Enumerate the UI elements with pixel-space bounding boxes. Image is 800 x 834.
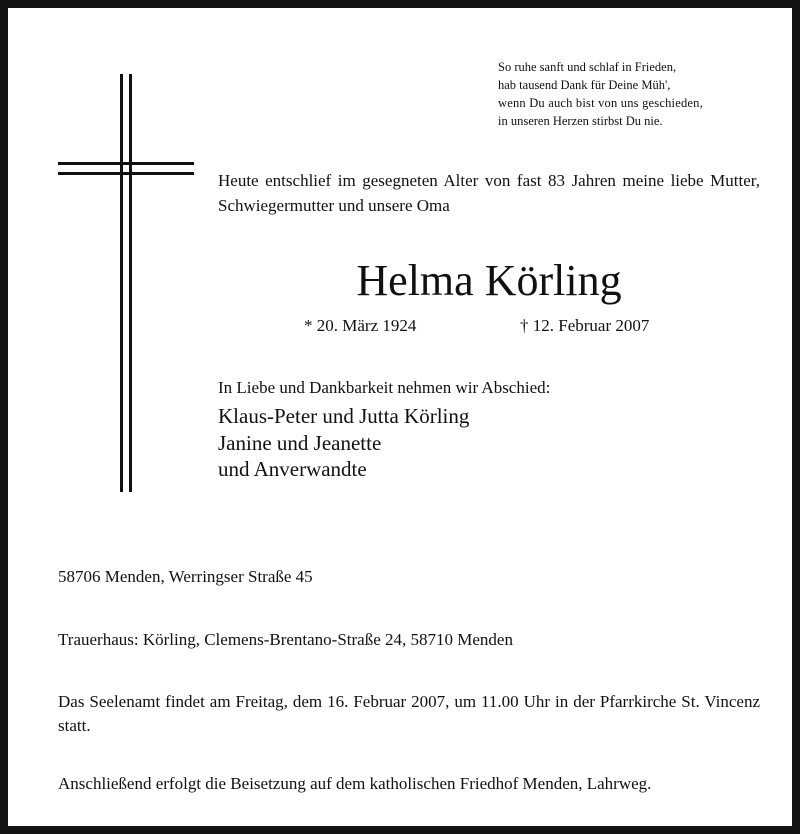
deceased-name: Helma Körling — [356, 256, 622, 305]
mourner-line: Klaus-Peter und Jutta Körling — [218, 404, 470, 428]
cross-icon — [58, 74, 194, 492]
mourner-line: Janine und Jeanette — [218, 430, 382, 455]
birth-date: * 20. März 1924 — [304, 316, 417, 335]
mourner-line: und Anverwandte — [218, 457, 367, 481]
address-line: 58706 Menden, Werringser Straße 45 — [58, 567, 313, 586]
mourning-house-line: Trauerhaus: Körling, Clemens-Brentano-Straße 24, 58710 Menden — [58, 630, 513, 649]
poem-line: So ruhe sanft und schlaf in Frieden, — [498, 60, 677, 74]
service-notice: Das Seelenamt findet am Freitag, dem 16. Februar 2007, um 11.00 Uhr in der Pfarrkirche St. Vincenz statt. — [58, 692, 760, 735]
intro-text: Heute entschlief im gesegneten Alter von fast 83 Jahren meine liebe Mutter, Schwiegermutter und unsere Oma — [218, 171, 760, 215]
poem-line: hab tausend Dank für Deine Müh', — [498, 78, 671, 92]
burial-notice: Anschließend erfolgt die Beisetzung auf dem katholischen Friedhof Menden, Lahrweg. — [58, 774, 652, 793]
poem-verse — [498, 58, 788, 130]
poem-line: wenn Du auch bist von uns geschieden, — [498, 96, 703, 110]
farewell-text: In Liebe und Dankbarkeit nehmen wir Abschied: — [218, 378, 551, 397]
poem-line: in unseren Herzen stirbst Du nie. — [498, 114, 663, 128]
mourners-list — [218, 403, 469, 483]
death-date: † 12. Februar 2007 — [520, 316, 650, 335]
